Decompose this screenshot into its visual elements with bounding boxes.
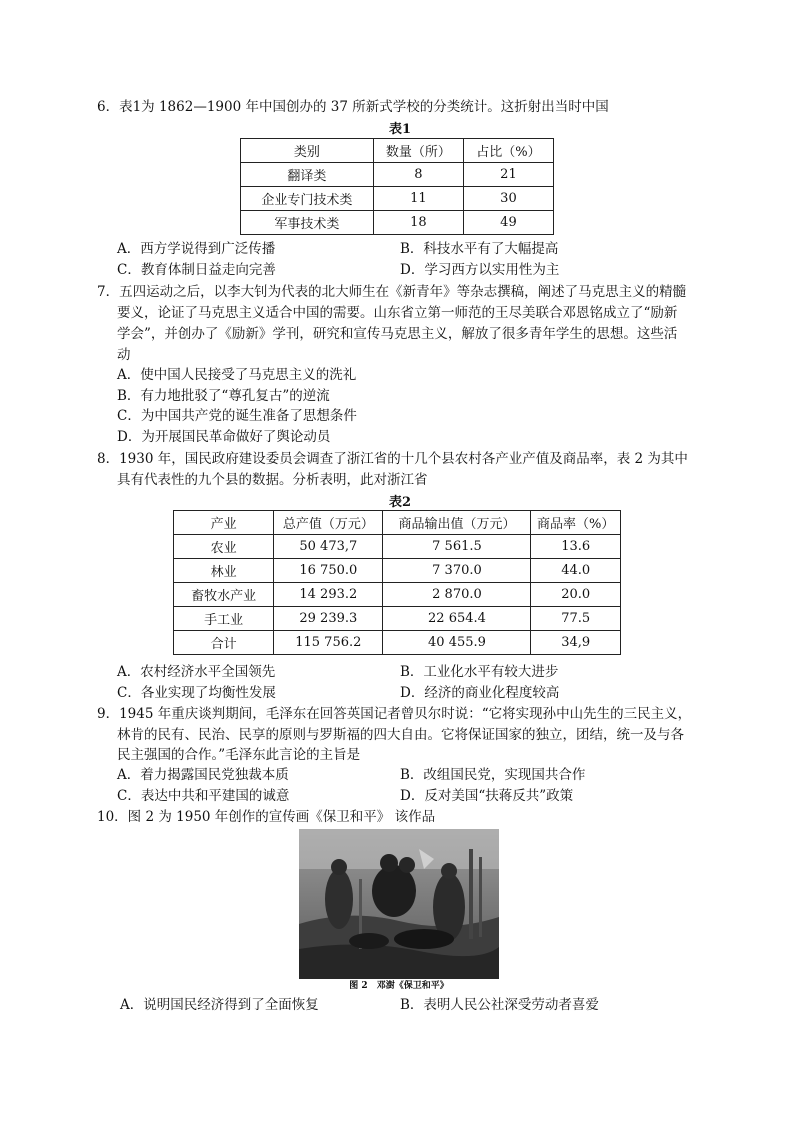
figure-caption: 图 2 邓澍《保卫和平》 [349, 981, 449, 991]
q7-line-3: 学会”，并创办了《励新》学刊，研究和宣传马克思主义，解放了很多青年学生的思想。这些活 [117, 326, 678, 342]
q8-option-c: C．各业实现了均衡性发展 [117, 685, 276, 701]
table-header-cell: 产业 [174, 511, 274, 535]
table-header-cell: 商品率（%） [531, 511, 621, 535]
table-cell: 13.6 [531, 535, 621, 559]
table-row [174, 631, 621, 655]
table-cell: 30 [463, 187, 553, 211]
q9-line-1: 9．1945 年重庆谈判期间，毛泽东在回答英国记者曾贝尔时说：“它将实现孙中山先生的三民主义， [97, 706, 692, 722]
table-row [174, 583, 621, 607]
table-row [174, 535, 621, 559]
table-cell: 合计 [174, 631, 274, 655]
table-cell: 7 370.0 [383, 559, 531, 583]
table-cell: 翻译类 [241, 163, 374, 187]
q7-option-a: A．使中国人民接受了马克思主义的洗礼 [117, 367, 357, 383]
q8-table-title: 表2 [388, 495, 412, 510]
table-row [174, 607, 621, 631]
q6-stem: 6．表1为 1862—1900 年中国创办的 37 所新式学校的分类统计。这折射出当时中国 [97, 99, 609, 115]
q10-option-a: A．说明国民经济得到了全面恢复 [120, 997, 319, 1013]
table-header-row [174, 511, 621, 535]
table-cell: 40 455.9 [383, 631, 531, 655]
table-cell: 7 561.5 [383, 535, 531, 559]
painting-illustration [299, 829, 499, 979]
table-cell: 14 293.2 [274, 583, 383, 607]
table-header-cell: 商品输出值（万元） [383, 511, 531, 535]
table-row [241, 187, 554, 211]
q9-option-b: B．改组国民党，实现国共合作 [400, 767, 586, 783]
table-cell: 29 239.3 [274, 607, 383, 631]
q8-option-b: B．工业化水平有较大进步 [400, 664, 559, 680]
q9-option-d: D．反对美国“扶蒋反共”政策 [400, 788, 574, 804]
q10-stem: 10．图 2 为 1950 年创作的宣传画《保卫和平》 该作品 [97, 809, 436, 825]
q6-table-title: 表1 [388, 122, 412, 137]
q8-line-1: 8．1930 年，国民政府建设委员会调查了浙江省的十几个县农村各产业产值及商品率，表 2 为其中 [97, 451, 688, 467]
table-cell: 手工业 [174, 607, 274, 631]
q7-option-b: B．有力地批驳了“尊孔复古”的逆流 [117, 388, 330, 404]
q7-line-2: 要义，论证了马克思主义适合中国的需要。山东省立第一师范的王尽美联合邓恩铭成立了“励新 [117, 305, 678, 321]
q8-table [173, 510, 621, 655]
table-cell: 34,9 [531, 631, 621, 655]
q6-table [240, 138, 554, 235]
table-cell: 115 756.2 [274, 631, 383, 655]
table-row [241, 163, 554, 187]
table-cell: 20.0 [531, 583, 621, 607]
q7-option-d: D．为开展国民革命做好了舆论动员 [117, 429, 331, 445]
q8-option-d: D．经济的商业化程度较高 [400, 685, 560, 701]
q7-option-c: C．为中国共产党的诞生准备了思想条件 [117, 408, 357, 424]
table-cell: 企业专门技术类 [241, 187, 374, 211]
table-cell: 50 473,7 [274, 535, 383, 559]
table-cell: 林业 [174, 559, 274, 583]
q10-option-b: B．表明人民公社深受劳动者喜爱 [400, 997, 599, 1013]
propaganda-painting-image [299, 829, 499, 979]
table-cell: 44.0 [531, 559, 621, 583]
table-cell: 49 [463, 211, 553, 235]
q7-line-4: 动 [117, 347, 131, 363]
table-header-cell: 占比（%） [463, 139, 553, 163]
table-row [174, 559, 621, 583]
q8-option-a: A．农村经济水平全国领先 [117, 664, 276, 680]
q9-line-3: 民主强国的合作。”毛泽东此言论的主旨是 [117, 747, 361, 763]
q6-option-a: A．西方学说得到广泛传播 [117, 241, 276, 257]
table-cell: 21 [463, 163, 553, 187]
q7-line-1: 7．五四运动之后，以李大钊为代表的北大师生在《新青年》等杂志撰稿，阐述了马克思主义的精髓 [97, 284, 687, 300]
table-cell: 18 [373, 211, 463, 235]
table-cell: 8 [373, 163, 463, 187]
q8-line-2: 具有代表性的九个县的数据。分析表明，此对浙江省 [117, 472, 428, 488]
table-row [241, 211, 554, 235]
table-cell: 22 654.4 [383, 607, 531, 631]
table-header-cell: 类别 [241, 139, 374, 163]
table-header-cell: 总产值（万元） [274, 511, 383, 535]
q6-option-c: C．教育体制日益走向完善 [117, 262, 276, 278]
table-cell: 77.5 [531, 607, 621, 631]
table-cell: 畜牧水产业 [174, 583, 274, 607]
q6-option-b: B．科技水平有了大幅提高 [400, 241, 559, 257]
table-cell: 2 870.0 [383, 583, 531, 607]
table-cell: 农业 [174, 535, 274, 559]
table-cell: 11 [373, 187, 463, 211]
q6-option-d: D．学习西方以实用性为主 [400, 262, 560, 278]
table-cell: 16 750.0 [274, 559, 383, 583]
table-cell: 军事技术类 [241, 211, 374, 235]
q9-option-c: C．表达中共和平建国的诚意 [117, 788, 290, 804]
table-header-row [241, 139, 554, 163]
q9-option-a: A．着力揭露国民党独裁本质 [117, 767, 289, 783]
q9-line-2: 林肯的民有、民治、民享的原则与罗斯福的四大自由。它将保证国家的独立，团结，统一及与各 [117, 727, 684, 743]
table-header-cell: 数量（所） [373, 139, 463, 163]
